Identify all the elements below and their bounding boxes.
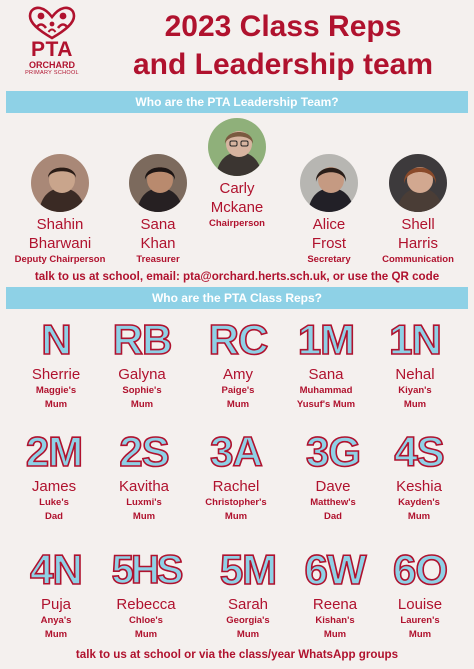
- rep-child: Anya's: [40, 615, 72, 626]
- class-rep-card: [8, 428, 100, 523]
- person-photo-icon: [208, 118, 268, 178]
- avatar: [127, 152, 189, 214]
- person-photo-icon: [389, 154, 449, 214]
- leader-last-name: Khan: [140, 235, 176, 252]
- rep-child: Chloe's: [129, 615, 163, 626]
- rep-relation: Mum: [226, 399, 250, 410]
- family-heart-icon: [24, 6, 80, 40]
- class-rep-card: [280, 316, 372, 411]
- class-code: 4S: [394, 428, 444, 475]
- rep-child: Kishan's: [315, 615, 355, 626]
- rep-child: Christopher's: [205, 497, 267, 508]
- rep-child: Kiyan's: [398, 385, 432, 396]
- leader-role: Treasurer: [136, 254, 180, 265]
- person-photo-icon: [31, 154, 91, 214]
- leader-last-name: Harris: [398, 235, 438, 252]
- rep-name: Reena: [312, 596, 358, 613]
- rep-name: Kavitha: [118, 478, 170, 495]
- rep-relation: Mum: [132, 511, 156, 522]
- class-code: RC: [208, 316, 268, 363]
- class-code: 3A: [210, 428, 262, 475]
- rep-relation: Mum: [403, 399, 427, 410]
- class-rep-card: [289, 546, 381, 641]
- rep-relation: Mum: [134, 629, 158, 640]
- avatar: [298, 152, 360, 214]
- class-code: 5HS: [111, 548, 181, 592]
- rep-name: Sarah: [227, 596, 269, 613]
- title-line-2: and Leadership team: [132, 48, 434, 81]
- class-code: RB: [112, 316, 172, 363]
- class-rep-card: [190, 428, 282, 523]
- leader-first-name: Shahin: [36, 216, 84, 233]
- class-rep-card: [98, 428, 190, 523]
- leader-role: Chairperson: [209, 218, 265, 229]
- rep-relation: Mum: [44, 399, 68, 410]
- rep-relation: Yusuf's Mum: [296, 399, 356, 410]
- leader-card: [5, 152, 115, 266]
- page-title: [98, 8, 468, 84]
- rep-child: Luke's: [39, 497, 69, 508]
- leadership-band: Who are the PTA Leadership Team?: [6, 91, 468, 113]
- rep-name: Galyna: [118, 366, 166, 383]
- rep-name: Puja: [40, 596, 72, 613]
- logo-orchard: ORCHARD: [29, 60, 75, 70]
- person-photo-icon: [300, 154, 360, 214]
- rep-child: Maggie's: [35, 385, 77, 396]
- class-code: 2S: [119, 428, 169, 475]
- class-rep-card: [92, 546, 200, 641]
- rep-name: Keshia: [396, 478, 442, 495]
- class-code: N: [41, 316, 71, 363]
- rep-child: Lauren's: [400, 615, 440, 626]
- class-code: 1M: [297, 316, 355, 363]
- leader-last-name: Bharwani: [28, 235, 92, 252]
- pta-logo: [8, 6, 96, 77]
- rep-relation: Mum: [130, 399, 154, 410]
- rep-name: Rebecca: [116, 596, 176, 613]
- avatar: [29, 152, 91, 214]
- class-code: 1N: [389, 316, 441, 363]
- class-code: 5M: [219, 546, 277, 593]
- class-rep-card: [373, 428, 465, 523]
- rep-child: Georgia's: [226, 615, 270, 626]
- leader-role: Communication: [382, 254, 454, 265]
- class-code: 3G: [305, 428, 361, 475]
- class-rep-card: [202, 546, 294, 641]
- rep-name: Rachel: [212, 478, 260, 495]
- class-rep-card: [374, 546, 466, 641]
- rep-relation: Dad: [324, 511, 342, 522]
- rep-relation: Mum: [44, 629, 68, 640]
- person-photo-icon: [129, 154, 189, 214]
- rep-name: Amy: [223, 366, 253, 383]
- rep-name: James: [31, 478, 77, 495]
- contact-info: talk to us at school, email: pta@orchard.herts.sch.uk, or use the QR code: [34, 270, 440, 283]
- class-rep-card: [96, 316, 188, 411]
- rep-relation: Dad: [45, 511, 63, 522]
- leader-first-name: Alice: [312, 216, 346, 233]
- rep-child: Sophie's: [122, 385, 162, 396]
- class-rep-card: [10, 546, 102, 641]
- leader-first-name: Sana: [140, 216, 176, 233]
- rep-child: Kayden's: [398, 497, 440, 508]
- rep-relation: Mum: [236, 629, 260, 640]
- avatar: [387, 152, 449, 214]
- title-line-1: 2023 Class Reps: [164, 10, 402, 43]
- rep-child: Matthew's: [310, 497, 356, 508]
- rep-name: Dave: [315, 478, 351, 495]
- rep-child: Luxmi's: [126, 497, 162, 508]
- leader-first-name: Shell: [401, 216, 435, 233]
- leader-last-name: Mckane: [210, 199, 264, 216]
- avatar: [206, 116, 268, 178]
- rep-relation: Mum: [408, 629, 432, 640]
- class-rep-card: [10, 316, 102, 411]
- footer-contact: talk to us at school or via the class/year WhatsApp groups: [75, 648, 399, 661]
- leader-last-name: Frost: [311, 235, 347, 252]
- rep-relation: Mum: [224, 511, 248, 522]
- rep-name: Nehal: [395, 366, 435, 383]
- leader-role: Secretary: [307, 254, 351, 265]
- rep-child: Muhammad: [299, 385, 353, 396]
- class-code: 6W: [304, 546, 366, 593]
- rep-relation: Mum: [323, 629, 347, 640]
- rep-name: Louise: [397, 596, 443, 613]
- leader-first-name: Carly: [219, 180, 255, 197]
- leader-card: [363, 152, 473, 266]
- class-code: 6O: [392, 546, 448, 593]
- class-rep-card: [192, 316, 284, 411]
- class-rep-card: [369, 316, 461, 411]
- rep-relation: Mum: [407, 511, 431, 522]
- logo-pta: PTA: [31, 38, 73, 61]
- leader-role: Deputy Chairperson: [14, 254, 106, 265]
- rep-name: Sana: [308, 366, 344, 383]
- class-code: 4N: [30, 546, 82, 593]
- class-reps-band: Who are the PTA Class Reps?: [6, 287, 468, 309]
- class-rep-card: [287, 428, 379, 523]
- rep-name: Sherrie: [31, 366, 81, 383]
- logo-primary-school: PRIMARY SCHOOL: [25, 70, 79, 76]
- rep-child: Paige's: [221, 385, 255, 396]
- class-code: 2M: [25, 428, 83, 475]
